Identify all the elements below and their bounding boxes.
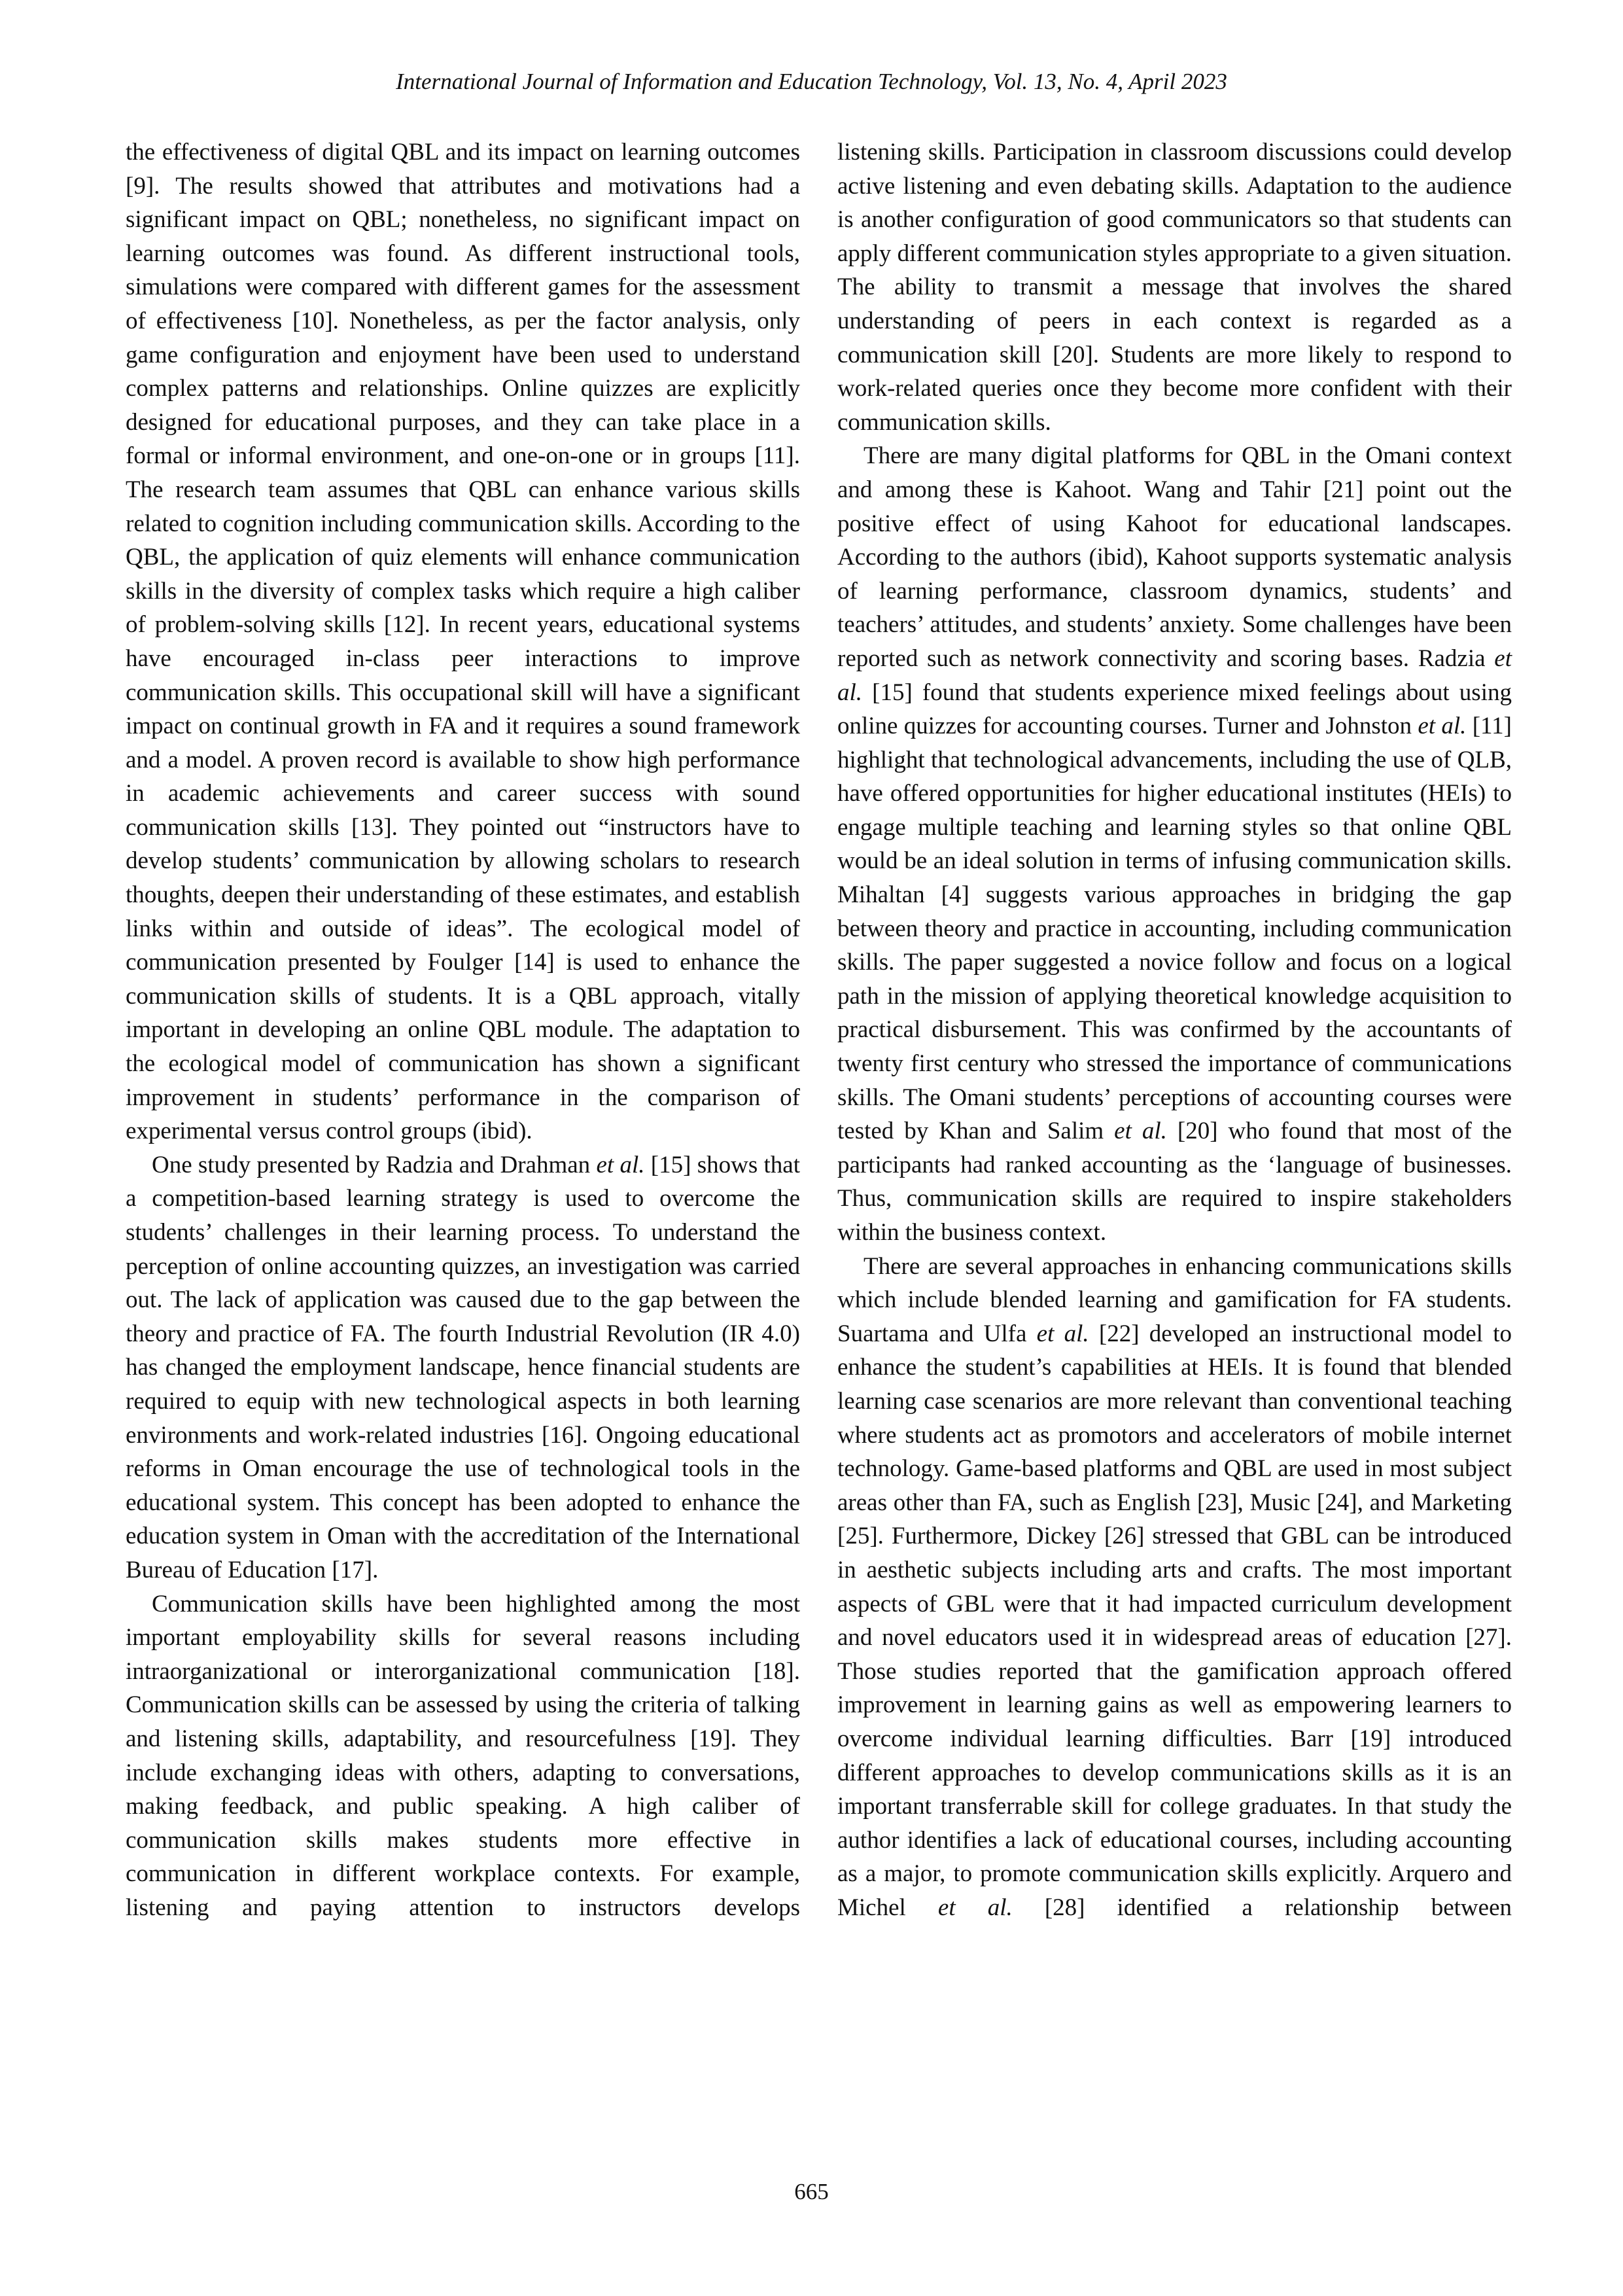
body-paragraph: One study presented by Radzia and Drahman et al. [15] shows that a competition-based learning strategy is used to overcome the students’ challenges in their learning process. To understand the perception of online accounting quizzes, an investigation was carried out. The lack of application was caused due to the gap between the theory and practice of FA. The fourth Industrial Revolution (IR 4.0) has changed the employment landscape, hence financial students are required to equip with new technological aspects in both learning environments and work-related industries [16]. Ongoing educational reforms in Oman encourage the use of technological tools in the educational system. This concept has been adopted to enhance the education system in Oman with the accreditation of the International Bureau of Education [17]. <box>126 1151 801 1583</box>
left-column <box>126 135 800 1924</box>
body-paragraph: There are several approaches in enhancing communications skills which include blended learning and gamification for FA students. Suartama and Ulfa et al. [22] developed an instructional model to enhance the student’s capabilities at HEIs. It is found that blended learning case scenarios are more relevant than conventional teaching where students act as promotors and accelerators of mobile internet technology. Game-based platforms and QBL are used in most subject areas other than FA, such as English [23], Music [24], and Marketing [25]. Furthermore, Dickey [26] stressed that GBL can be introduced in aesthetic subjects including arts and crafts. The most important aspects of GBL were that it had impacted curriculum development and novel educators used it in widespread areas of education [27]. Those studies reported that the gamification approach offered improvement in learning gains as well as empowering learners to overcome individual learning difficulties. Barr [19] introduced different approaches to develop communications skills as it is an important transferrable skill for college graduates. In that study the author identifies a lack of educational courses, including accounting as a major, to promote communication skills explicitly. Arquero and Michel et al. [28] identified a relationship between <box>837 1252 1512 1921</box>
body-paragraph: There are many digital platforms for QBL in the Omani context and among these is Kahoot. Wang and Tahir [21] point out the positive effect of using Kahoot for educational landscapes. According to the authors (ibid), Kahoot supports systematic analysis of learning performance, classroom dynamics, students’ and teachers’ attitudes, and students’ anxiety. Some challenges have been reported such as network connectivity and scoring bases. Radzia et al. [15] found that students experience mixed feelings about using online quizzes for accounting courses. Turner and Johnston et al. [11] highlight that technological advancements, including the use of QLB, have offered opportunities for higher educational institutes (HEIs) to engage multiple teaching and learning styles so that online QBL would be an ideal solution in terms of infusing communication skills. Mihaltan [4] suggests various approaches in bridging the gap between theory and practice in accounting, including communication skills. The paper suggested a novice follow and focus on a logical path in the mission of applying theoretical knowledge acquisition to practical disbursement. This was confirmed by the accountants of twenty first century who stressed the importance of communications skills. The Omani students’ perceptions of accounting courses were tested by Khan and Salim et al. [20] who found that most of the participants had ranked accounting as the ‘language of businesses. Thus, communication skills are required to inspire stakeholders within the business context. <box>837 442 1512 1246</box>
body-paragraph: listening skills. Participation in classroom discussions could develop active listening and even debating skills. Adaptation to the audience is another configuration of good communicators so that students can apply different communication styles appropriate to a given situation. The ability to transmit a message that involves the shared understanding of peers in each context is regarded as a communication skill [20]. Students are more likely to respond to work-related queries once they become more confident with their communication skills. <box>837 139 1512 436</box>
page-number: 665 <box>794 2179 829 2204</box>
body-paragraph: the effectiveness of digital QBL and its impact on learning outcomes [9]. The results showed that attributes and motivations had a significant impact on QBL; nonetheless, no significant impact on learning outcomes was found. As different instructional tools, simulations were compared with different games for the assessment of effectiveness [10]. Nonetheless, as per the factor analysis, only game configuration and enjoyment have been used to understand complex patterns and relationships. Online quizzes are explicitly designed for educational purposes, and they can take place in a formal or informal environment, and one-on-one or in groups [11]. The research team assumes that QBL can enhance various skills related to cognition including communication skills. According to the QBL, the application of quiz elements will enhance communication skills in the diversity of complex tasks which require a high caliber of problem-solving skills [12]. In recent years, educational systems have encouraged in-class peer interactions to improve communication skills. This occupational skill will have a significant impact on continual growth in FA and it requires a sound framework and a model. A proven record is available to show high performance in academic achievements and career success with sound communication skills [13]. They pointed out “instructors have to develop students’ communication by allowing scholars to research thoughts, deepen their understanding of these estimates, and establish links within and outside of ideas”. The ecological model of communication presented by Foulger [14] is used to enhance the communication skills of students. It is a QBL approach, vitally important in developing an online QBL module. The adaptation to the ecological model of communication has shown a significant improvement in students’ performance in the comparison of experimental versus control groups (ibid). <box>126 139 800 1145</box>
running-header: International Journal of Information and Education Technology, Vol. 13, No. 4, April 2023 <box>396 69 1227 94</box>
right-column <box>837 135 1512 1924</box>
body-paragraph: Communication skills have been highlighted among the most important employability skills for several reasons including intraorganizational or interorganizational communication [18]. Communication skills can be assessed by using the criteria of talking and listening skills, adaptability, and resourcefulness [19]. They include exchanging ideas with others, adapting to conversations, making feedback, and public speaking. A high caliber of communication skills makes students more effective in communication in different workplace contexts. For example, listening and paying attention to instructors develops <box>126 1590 800 1921</box>
